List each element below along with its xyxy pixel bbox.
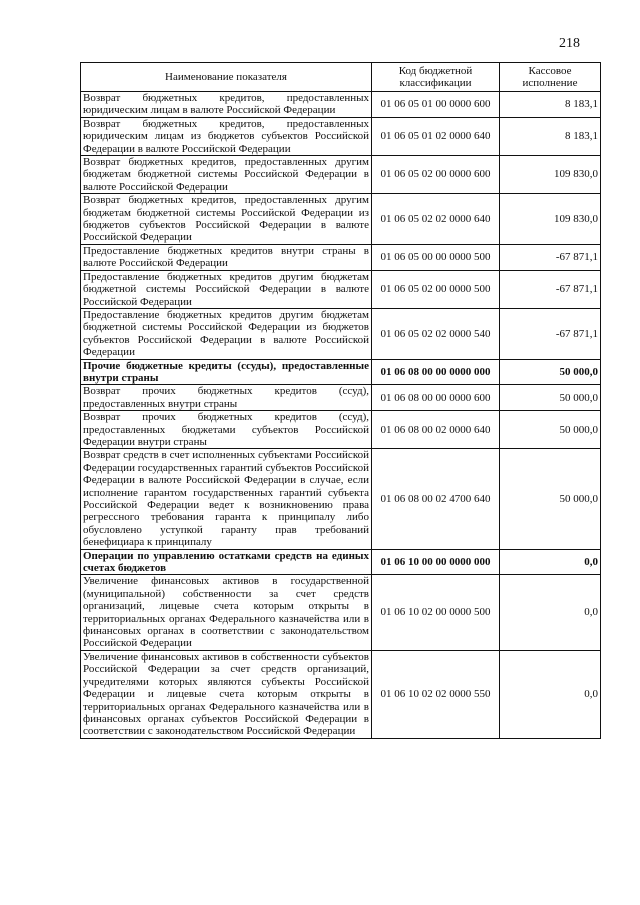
amount-cell: -67 871,1 [500, 244, 601, 270]
amount-cell: 109 830,0 [500, 156, 601, 194]
indicator-name-cell: Возврат бюджетных кредитов, предоставленных юридическим лицам из бюджетов субъектов Российской Федерации в валюте Российской Федерации [81, 117, 372, 155]
table-row [81, 156, 601, 194]
indicator-name-cell: Возврат прочих бюджетных кредитов (ссуд), предоставленных бюджетами субъектов Российской Федерации внутри страны [81, 411, 372, 449]
classification-code-cell: 01 06 10 02 02 0000 550 [372, 650, 500, 738]
classification-code-cell: 01 06 08 00 00 0000 000 [372, 359, 500, 385]
classification-code-cell: 01 06 08 00 02 0000 640 [372, 411, 500, 449]
table-row [81, 270, 601, 308]
table-row [81, 575, 601, 650]
amount-cell: 0,0 [500, 549, 601, 575]
amount-cell: 50 000,0 [500, 385, 601, 411]
amount-cell: -67 871,1 [500, 270, 601, 308]
classification-code-cell: 01 06 05 01 02 0000 640 [372, 117, 500, 155]
amount-cell: 50 000,0 [500, 359, 601, 385]
indicator-name-cell: Увеличение финансовых активов в собственности субъектов Российской Федерации за счет средств организаций, учредителями которых являются субъекты Российской Федерации и лицевые счета которым открыты в территориальных органах Федерального казначейства или в финансовых органах субъектов Российской Федерации в соответствии с законодательством Российской Федерации [81, 650, 372, 738]
table-row [81, 411, 601, 449]
classification-code-cell: 01 06 05 00 00 0000 500 [372, 244, 500, 270]
amount-cell: 0,0 [500, 650, 601, 738]
table-row [81, 117, 601, 155]
amount-cell: 50 000,0 [500, 411, 601, 449]
table-header-row [81, 63, 601, 92]
indicator-name-cell: Увеличение финансовых активов в государственной (муниципальной) собственности за счет средств организаций, лицевые счета которым открыты в территориальных органах Федерального казначейства или в финансовых органах в соответствии с законодательством Российской Федерации [81, 575, 372, 650]
indicator-name-cell: Возврат бюджетных кредитов, предоставленных другим бюджетам бюджетной системы Российской Федерации из бюджетов субъектов Российской Федерации в валюте Российской Федерации [81, 194, 372, 245]
indicator-name-cell: Операции по управлению остатками средств на единых счетах бюджетов [81, 549, 372, 575]
indicator-name-cell: Предоставление бюджетных кредитов внутри страны в валюте Российской Федерации [81, 244, 372, 270]
header-indicator-name: Наименование показателя [81, 63, 372, 92]
header-cash-execution: Кассовое исполнение [500, 63, 601, 92]
table-row [81, 650, 601, 738]
indicator-name-cell: Возврат бюджетных кредитов, предоставленных другим бюджетам бюджетной системы Российской Федерации в валюте Российской Федерации [81, 156, 372, 194]
table-row [81, 92, 601, 118]
table-body [81, 92, 601, 739]
amount-cell: -67 871,1 [500, 308, 601, 359]
classification-code-cell: 01 06 08 00 02 4700 640 [372, 449, 500, 549]
header-classification-code: Код бюджетной классификации [372, 63, 500, 92]
table-row [81, 244, 601, 270]
indicator-name-cell: Возврат прочих бюджетных кредитов (ссуд), предоставленных внутри страны [81, 385, 372, 411]
table-row-section [81, 549, 601, 575]
classification-code-cell: 01 06 05 02 02 0000 540 [372, 308, 500, 359]
budget-table [80, 62, 601, 739]
amount-cell: 50 000,0 [500, 449, 601, 549]
classification-code-cell: 01 06 05 02 02 0000 640 [372, 194, 500, 245]
page-number: 218 [559, 36, 580, 51]
classification-code-cell: 01 06 10 02 00 0000 500 [372, 575, 500, 650]
indicator-name-cell: Возврат бюджетных кредитов, предоставленных юридическим лицам в валюте Российской Федерации [81, 92, 372, 118]
classification-code-cell: 01 06 05 01 00 0000 600 [372, 92, 500, 118]
classification-code-cell: 01 06 05 02 00 0000 600 [372, 156, 500, 194]
classification-code-cell: 01 06 10 00 00 0000 000 [372, 549, 500, 575]
table-row [81, 194, 601, 245]
amount-cell: 8 183,1 [500, 92, 601, 118]
table-row [81, 308, 601, 359]
classification-code-cell: 01 06 05 02 00 0000 500 [372, 270, 500, 308]
table-row [81, 449, 601, 549]
table-row-section [81, 359, 601, 385]
amount-cell: 8 183,1 [500, 117, 601, 155]
indicator-name-cell: Возврат средств в счет исполненных субъектами Российской Федерации государственных гарантий субъектов Российской Федерации в валюте Российской Федерации в случае, если исполнение гарантом государственных гарантий субъекта Российской Федерации ведет к возникновению права регрессного требования гаранта к принципалу либо обусловлено уступкой гаранту прав требований бенефициара к принципалу [81, 449, 372, 549]
table-row [81, 385, 601, 411]
indicator-name-cell: Прочие бюджетные кредиты (ссуды), предоставленные внутри страны [81, 359, 372, 385]
indicator-name-cell: Предоставление бюджетных кредитов другим бюджетам бюджетной системы Российской Федерации в валюте Российской Федерации [81, 270, 372, 308]
classification-code-cell: 01 06 08 00 00 0000 600 [372, 385, 500, 411]
indicator-name-cell: Предоставление бюджетных кредитов другим бюджетам бюджетной системы Российской Федерации из бюджетов субъектов Российской Федерации в валюте Российской Федерации [81, 308, 372, 359]
amount-cell: 109 830,0 [500, 194, 601, 245]
amount-cell: 0,0 [500, 575, 601, 650]
